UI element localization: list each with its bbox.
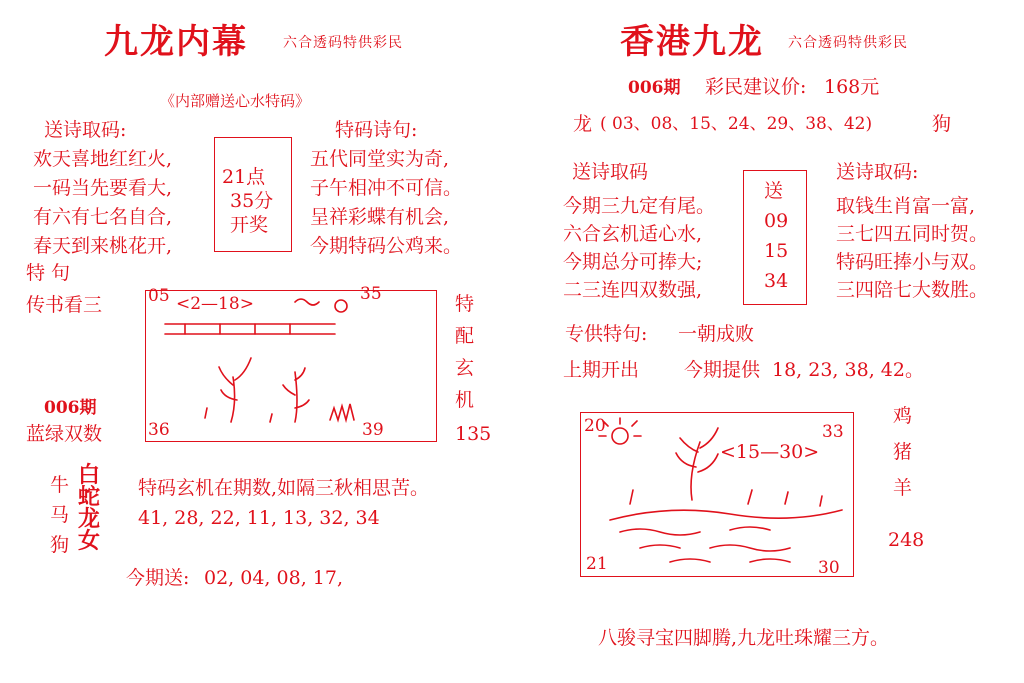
left-title: 九龙内幕	[104, 22, 248, 62]
vertical-char: 特	[455, 293, 475, 315]
right-poem2	[836, 192, 988, 304]
zodiac-big-char: 白	[78, 462, 101, 488]
right-title: 香港九龙	[620, 22, 764, 62]
send-box-number: 15	[764, 240, 789, 262]
special-poem-line: 子午相冲不可信。	[310, 177, 463, 199]
send-box-label: 送	[764, 180, 784, 202]
right-sketch-corner-tl: 20	[584, 416, 606, 436]
left-zodiac-list	[50, 470, 69, 560]
right-poem2-header: 送诗取码:	[836, 161, 919, 183]
special-poem-line: 五代同堂实为奇,	[310, 148, 450, 170]
vertical-char: 配	[455, 325, 475, 347]
right-special-text: 一朝成败	[678, 323, 755, 345]
right-poem-line: 二三连四双数强,	[563, 279, 703, 301]
left-time-box-text	[222, 165, 273, 237]
right-poem-line: 六合玄机适心水,	[563, 223, 703, 245]
left-sketch-drawing	[145, 290, 435, 440]
left-vertical-label	[455, 288, 474, 416]
zodiac-big-char: 龙	[78, 506, 101, 532]
left-special-poem-header: 特码诗句:	[335, 119, 418, 141]
left-poem-line: 有六有七名自合,	[33, 206, 173, 228]
left-poem-line: 春天到来桃花开,	[33, 235, 173, 257]
right-provide-label: 今期提供	[684, 359, 761, 381]
left-poem	[33, 145, 172, 261]
zodiac-item: 鸡	[893, 405, 913, 427]
right-subtitle: 六合透码特供彩民	[788, 35, 908, 51]
vertical-char: 机	[455, 389, 475, 411]
right-price: 168元	[824, 76, 880, 98]
zodiac-item: 狗	[50, 534, 70, 556]
right-issue: 006期	[628, 78, 681, 98]
zodiac-item: 羊	[893, 477, 913, 499]
te-ju-text: 传书看三	[26, 294, 103, 316]
right-special-label: 专供特句:	[565, 323, 648, 345]
left-blue-green: 蓝绿双数	[26, 423, 103, 445]
left-sketch-corner-br: 39	[362, 420, 384, 440]
left-issue: 006期	[44, 398, 97, 418]
left-subtitle: 六合透码特供彩民	[283, 35, 403, 51]
left-sketch-corner-tr: 35	[360, 284, 382, 304]
left-poem-header: 送诗取码:	[44, 119, 127, 141]
right-dragon-label: 龙	[573, 113, 593, 135]
right-poem-line: 今期总分可捧大;	[563, 251, 703, 273]
left-sketch-corner-bl: 36	[148, 420, 170, 440]
left-poem-line: 一码当先要看大,	[33, 177, 173, 199]
draw-time-label: 开奖	[230, 214, 269, 236]
zodiac-big-char: 蛇	[78, 484, 101, 510]
right-poem	[563, 192, 715, 304]
right-sketch-corner-tr: 33	[822, 422, 844, 442]
right-poem-header: 送诗取码	[572, 161, 649, 183]
zodiac-big-char: 女	[78, 528, 101, 554]
right-send-box-text	[764, 176, 788, 296]
zodiac-item: 牛	[50, 474, 70, 496]
right-sketch-corner-bl: 21	[586, 554, 608, 574]
right-provide-numbers: 18, 23, 38, 42。	[772, 359, 924, 381]
send-box-number: 09	[764, 210, 789, 232]
left-mystery-text: 特码玄机在期数,如隔三秋相思苦。	[138, 477, 430, 499]
send-box-number: 34	[764, 270, 789, 292]
draw-time-minute: 35分	[230, 190, 274, 212]
right-footer: 八骏寻宝四脚腾,九龙吐珠耀三方。	[598, 627, 890, 649]
draw-time-hour: 21点	[222, 166, 266, 188]
left-send-label: 今期送:	[126, 567, 190, 589]
right-poem2-line: 三四陪七大数胜。	[836, 279, 989, 301]
right-poem2-line: 三七四五同时贺。	[836, 223, 989, 245]
right-vertical-number: 248	[888, 529, 925, 551]
left-vertical-number: 135	[455, 423, 492, 445]
right-poem-line: 今期三九定有尾。	[563, 195, 716, 217]
zodiac-item: 马	[50, 504, 70, 526]
right-sketch-range: <15—30>	[720, 441, 820, 463]
zodiac-item: 猪	[893, 441, 913, 463]
right-sketch-corner-br: 30	[818, 558, 840, 578]
left-sketch-corner-tl: 05	[148, 286, 170, 306]
right-vertical-zodiac	[893, 398, 912, 506]
left-mystery-numbers: 41, 28, 22, 11, 13, 32, 34	[138, 507, 380, 529]
left-sketch-range: <2—18>	[176, 294, 254, 314]
left-poem-line: 欢天喜地红红火,	[33, 148, 173, 170]
special-poem-line: 今期特码公鸡来。	[310, 235, 463, 257]
vertical-char: 玄	[455, 357, 475, 379]
special-poem-line: 呈祥彩蝶有机会,	[310, 206, 450, 228]
left-special-poem	[310, 145, 462, 261]
te-ju-label: 特 句	[26, 262, 71, 284]
right-dragon-numbers: ( 03、08、15、24、29、38、42)	[600, 114, 873, 134]
right-last-label: 上期开出	[563, 359, 640, 381]
right-poem2-line: 取钱生肖富一富,	[836, 195, 976, 217]
left-note: 《内部赠送心水特码》	[160, 92, 311, 110]
right-sketch-drawing	[580, 412, 852, 575]
left-send-numbers: 02, 04, 08, 17,	[204, 567, 343, 589]
right-dragon-tail: 狗	[932, 113, 952, 135]
right-poem2-line: 特码旺捧小与双。	[836, 251, 989, 273]
left-zodiac-big	[78, 464, 100, 552]
right-price-label: 彩民建议价:	[705, 76, 807, 98]
